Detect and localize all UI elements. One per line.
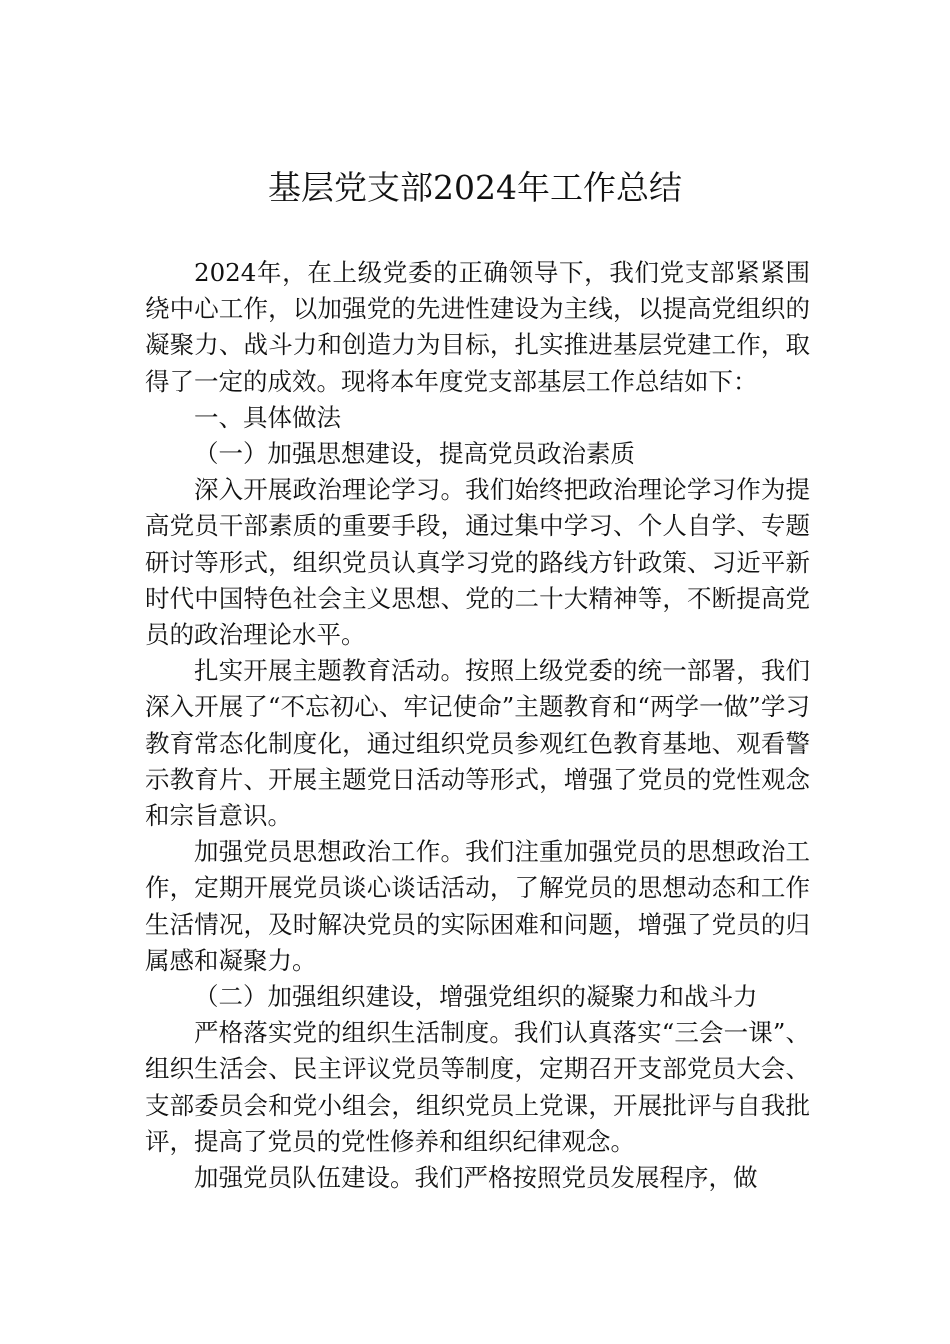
paragraph-member-team: 加强党员队伍建设。我们严格按照党员发展程序，做 bbox=[194, 1163, 758, 1193]
paragraph-theory-study: 深入开展政治理论学习。我们始终把政治理论学习作为提高党员干部素质的重要手段，通过集中学习、个人自学、专题研讨等形式，组织党员认真学习党的路线方针政策、习近平新时代中国特色社会主义思想、党的二十大精神等，不断提高党员的政治理论水平。 bbox=[145, 475, 810, 650]
paragraph-organization-life: 严格落实党的组织生活制度。我们认真落实“三会一课”、组织生活会、民主评议党员等制度，定期召开支部党员大会、支部委员会和党小组会，组织党员上党课，开展批评与自我批评，提高了党员的党性修养和组织纪律观念。 bbox=[145, 1018, 810, 1156]
paragraph-ideological-work: 加强党员思想政治工作。我们注重加强党员的思想政治工作，定期开展党员谈心谈话活动，了解党员的思想动态和工作生活情况，及时解决党员的实际困难和问题，增强了党员的归属感和凝聚力。 bbox=[145, 837, 810, 975]
document-title: 基层党支部2024年工作总结 bbox=[268, 168, 682, 207]
document-body bbox=[145, 255, 810, 1196]
heading-subsection-2: （二）加强组织建设，增强党组织的凝聚力和战斗力 bbox=[194, 982, 758, 1012]
heading-subsection-1: （一）加强思想建设，提高党员政治素质 bbox=[194, 439, 635, 469]
heading-section-1: 一、具体做法 bbox=[194, 402, 341, 432]
paragraph-intro: 2024年，在上级党委的正确领导下，我们党支部紧紧围绕中心工作，以加强党的先进性建设为主线，以提高党组织的凝聚力、战斗力和创造力为目标，扎实推进基层党建工作，取得了一定的成效。现将本年度党支部基层工作总结如下： bbox=[145, 258, 810, 396]
paragraph-theme-education: 扎实开展主题教育活动。按照上级党委的统一部署，我们深入开展了“不忘初心、牢记使命”主题教育和“两学一做”学习教育常态化制度化，通过组织党员参观红色教育基地、观看警示教育片、开展主题党日活动等形式，增强了党员的党性观念和宗旨意识。 bbox=[145, 656, 810, 831]
